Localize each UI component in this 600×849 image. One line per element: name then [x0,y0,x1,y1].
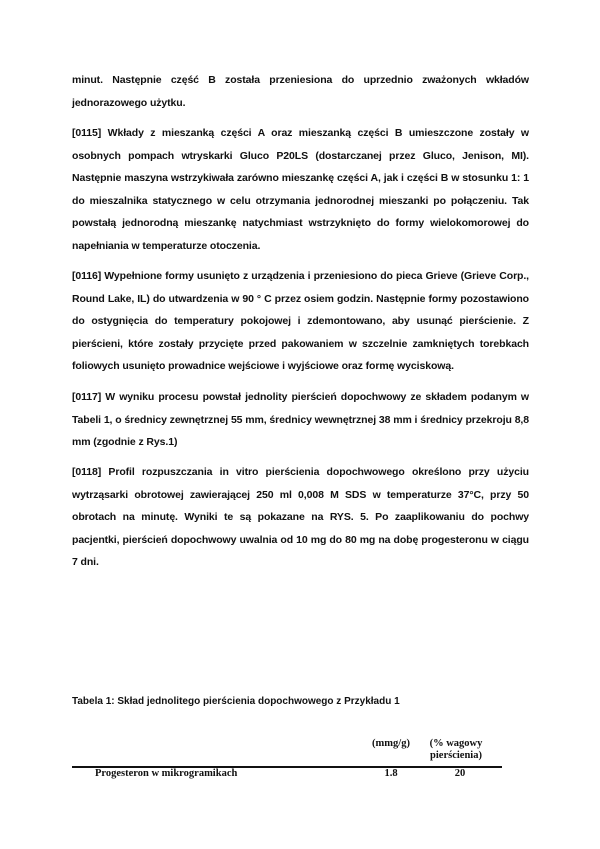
paragraph-0117: [0117] W wyniku procesu powstał jednolity pierścień dopochwowy ze składem podanym w Tabeli 1, o średnicy zewnętrznej 55 mm, średnicy wewnętrznej 38 mm i średnicy przekroju 8,8 mm (zgodnie z Rys.1) [72,391,529,448]
table-cell-ingredient: Progesteron w mikrogramikach [95,768,238,779]
table-cell-mass: 1.8 [384,768,398,779]
table-caption: Tabela 1: Skład jednolitego pierścienia dopochwowego z Przykładu 1 [72,696,400,707]
table-header-mass: (mmg/g) [372,738,410,749]
paragraph-continuation: minut. Następnie część B została przeniesiona do uprzednio zważonych wkładów jednorazowego użytku. [72,74,529,109]
paragraph-0118: [0118] Profil rozpuszczania in vitro pierścienia dopochwowego określono przy użyciu wytrząsarki obrotowej zawierającej 250 ml 0,008 M SDS w temperaturze 37°C, przy 50 obrotach na minutę. Wyniki te są pokazane na RYS. 5. Po zaaplikowaniu do pochwy pacjentki, pierścień dopochwowy uwalnia od 10 mg do 80 mg na dobę progesteronu w ciągu 7 dni. [72,466,529,568]
table-header-percent: (% wagowy pierścienia) [429,738,483,761]
paragraph-0116: [0116] Wypełnione formy usunięto z urządzenia i przeniesiono do pieca Grieve (Grieve Corp., Round Lake, IL) do utwardzenia w 90 ° C przez osiem godzin. Następnie formy pozostawiono do ostygnięcia do temperatury pokojowej i zdemontowano, aby usunąć pierścienie. Z pierścieni, które zostały przycięte przed pakowaniem w szczelnie zamkniętych torebkach foliowych usunięto prowadnice wejściowe i wyjściowe oraz formę wyciskową. [72,270,529,372]
paragraph-0115: [0115] Wkłady z mieszanką części A oraz mieszanką części B umieszczone zostały w osobnych pompach wtryskarki Gluco P20LS (dostarczanej przez Gluco, Jenison, MI). Następnie maszyna wstrzykiwała zarówno mieszankę części A, jak i części B w stosunku 1: 1 do mieszalnika statycznego w celu otrzymania jednorodnej mieszanki po połączeniu. Tak powstałą jednorodną mieszankę natychmiast wstrzyknięto do formy wielokomorowej do napełniania w temperaturze otoczenia. [72,127,529,252]
table-cell-percent: 20 [454,768,466,779]
